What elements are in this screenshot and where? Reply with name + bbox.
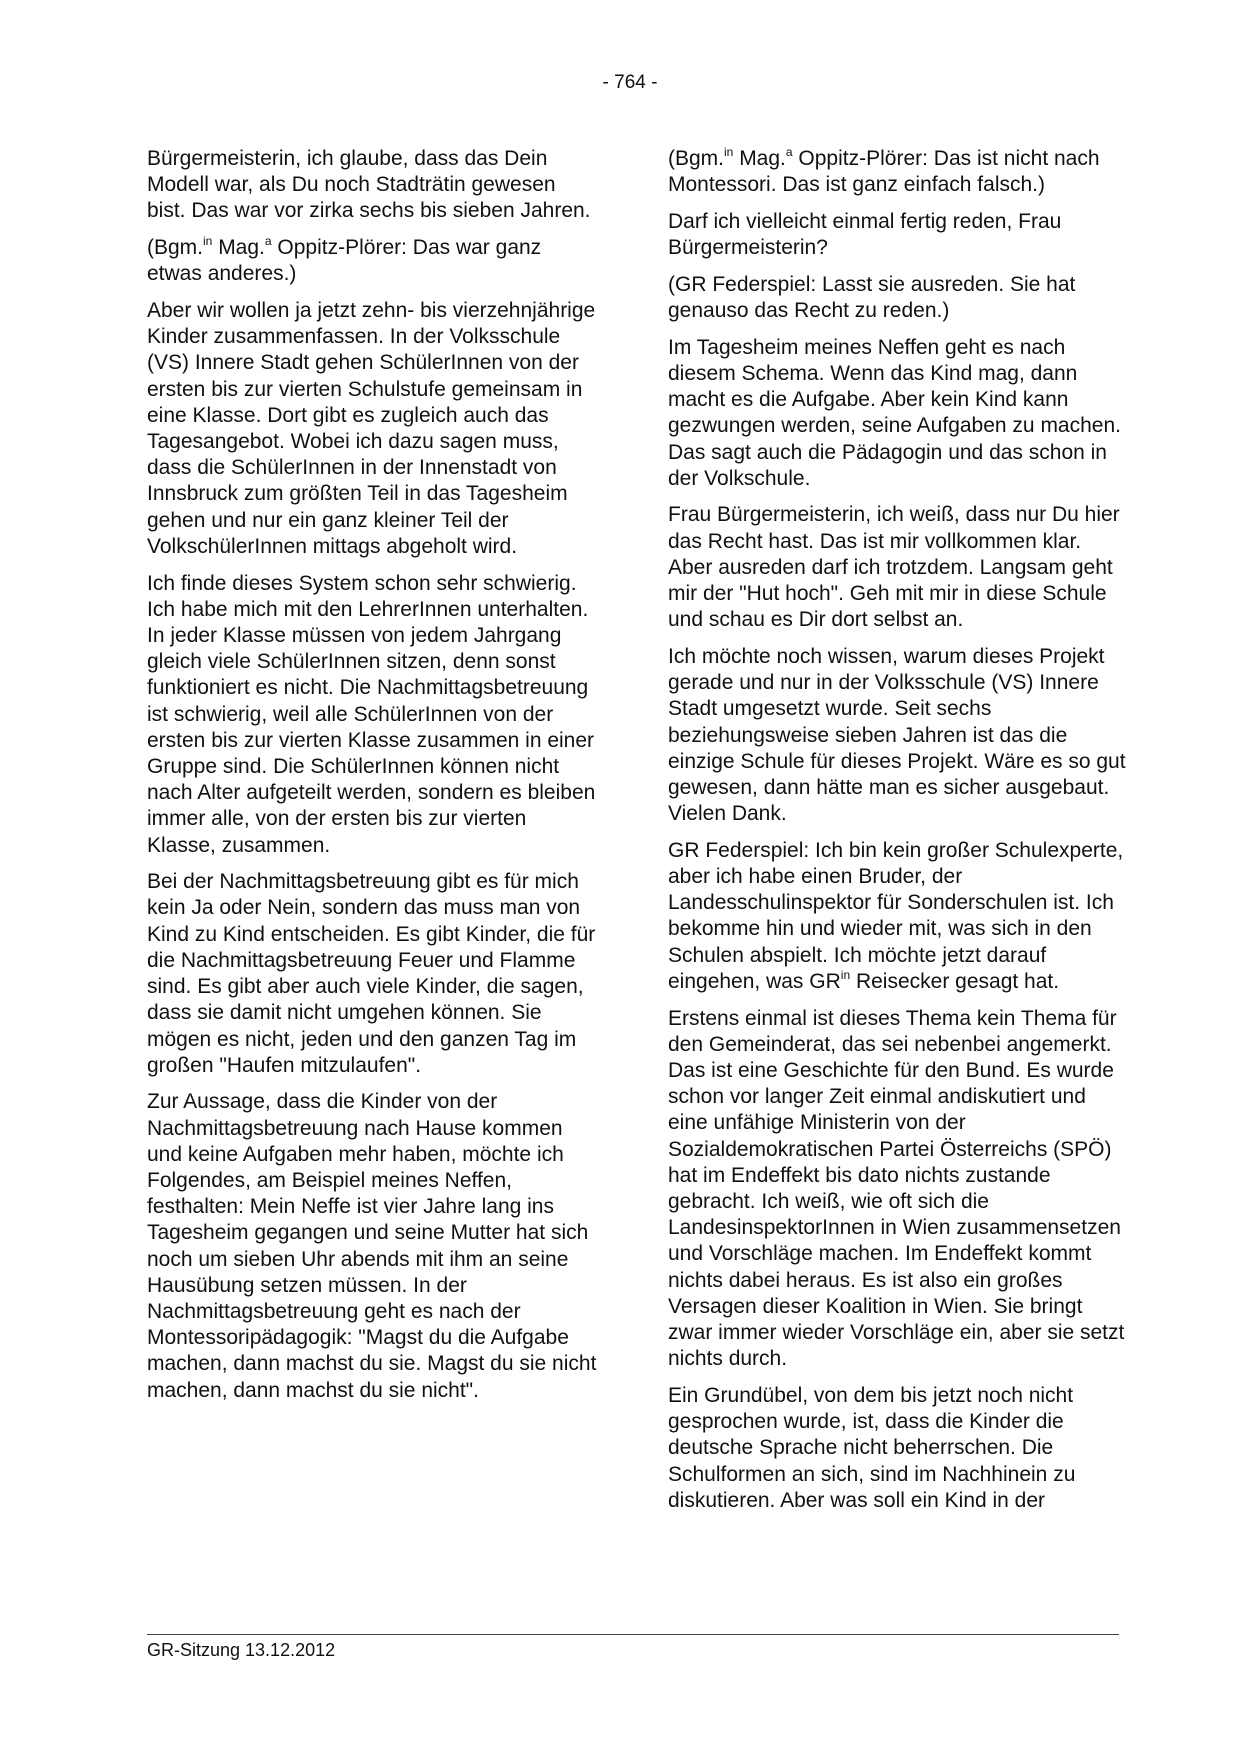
paragraph: Aber wir wollen ja jetzt zehn- bis vierzehnjährige Kinder zusammenfassen. In der Volksschule (VS) Innere Stadt gehen SchülerInnen von der ersten bis zur vierten Schulstufe gemeinsam in eine Klasse. Dort gibt es zugleich auch das Tagesangebot. Wobei ich dazu sagen muss, dass die SchülerInnen in der Innenstadt von Innsbruck zum größten Teil in das Tagesheim gehen und nur ein ganz kleiner Teil der VolkschülerInnen mittags abgeholt wird. <box>147 299 596 558</box>
paragraph: Darf ich vielleicht einmal fertig reden, Frau Bürgermeisterin? <box>668 209 1062 260</box>
paragraph: Frau Bürgermeisterin, ich weiß, dass nur Du hier das Recht hast. Das ist mir vollkommen klar. Aber ausreden darf ich trotzdem. Langsam geht mir der "Hut hoch". Geh mit mir in diese Schule und schau es Dir dort selbst an. <box>668 503 1120 632</box>
right-column <box>668 146 1128 1514</box>
paragraph: Ein Grundübel, von dem bis jetzt noch nicht gesprochen wurde, ist, dass die Kinder die deutsche Sprache nicht beherrschen. Die Schulformen an sich, sind im Nachhinein zu diskutieren. Aber was soll ein Kind in der <box>668 1383 1076 1512</box>
interjection: (GR Federspiel: Lasst sie ausreden. Sie hat genauso das Recht zu reden.) <box>668 272 1076 323</box>
left-column <box>147 146 599 1414</box>
paragraph: Im Tagesheim meines Neffen geht es nach diesem Schema. Wenn das Kind mag, dann macht es die Aufgabe. Aber kein Kind kann gezwungen werden, seine Aufgaben zu machen. Das sagt auch die Pädagogin und das schon in der Volkschule. <box>668 335 1121 490</box>
speech-start: GR Federspiel: Ich bin kein großer Schulexperte, aber ich habe einen Bruder, der Landesschulinspektor für Sonderschulen ist. Ich bekomme hin und wieder mit, was sich in den Schulen abspielt. Ich möchte jetzt darauf eingehen, was $GR^{in}$ Reisecker gesagt hat. <box>668 838 1124 993</box>
paragraph: Bei der Nachmittagsbetreuung gibt es für mich kein Ja oder Nein, sondern das muss man von Kind zu Kind entscheiden. Es gibt Kinder, die für die Nachmittagsbetreuung Feuer und Flamme sind. Es gibt aber auch viele Kinder, die sagen, dass sie damit nicht umgehen können. Sie mögen es nicht, jeden und den ganzen Tag im großen "Haufen mitzulaufen". <box>147 870 596 1077</box>
speaker-name: GR Federspiel: <box>668 838 810 862</box>
page-number: - 764 - <box>602 72 658 93</box>
interjection: (Bgm.$^{in}$ Mag.$^a$ Oppitz-Plörer: Das war ganz etwas anderes.) <box>147 234 542 286</box>
paragraph: Zur Aussage, dass die Kinder von der Nachmittagsbetreuung nach Hause kommen und keine Aufgaben mehr haben, möchte ich Folgendes, am Beispiel meines Neffen, festhalten: Mein Neffe ist vier Jahre lang ins Tagesheim gegangen und seine Mutter hat sich noch um sieben Uhr abends mit ihm an seine Hausübung setzen müssen. In der Nachmittagsbetreuung geht es nach der Montessoripädagogik: "Magst du die Aufgabe machen, dann machst du sie. Magst du sie nicht machen, dann machst du sie nicht". <box>147 1090 597 1402</box>
interjection: (Bgm.$^{in}$ Mag.$^a$ Oppitz-Plörer: Das ist nicht nach Montessori. Das ist ganz einfach falsch.) <box>668 145 1100 197</box>
paragraph: Bürgermeisterin, ich glaube, dass das Dein Modell war, als Du noch Stadträtin gewesen bist. Das war vor zirka sechs bis sieben Jahren. <box>147 147 591 223</box>
paragraph: Ich finde dieses System schon sehr schwierig. Ich habe mich mit den LehrerInnen unterhalten. In jeder Klasse müssen von jedem Jahrgang gleich viele SchülerInnen sitzen, denn sonst funktioniert es nicht. Die Nachmittagsbetreuung ist schwierig, weil alle SchülerInnen von der ersten bis zur vierten Klasse zusammen in einer Gruppe sind. Die SchülerInnen können nicht nach Alter aufgeteilt werden, sondern es bleiben immer alle, von der ersten bis zur vierten Klasse, zusammen. <box>147 571 596 857</box>
footer-session-date: GR-Sitzung 13.12.2012 <box>147 1640 336 1660</box>
paragraph: Ich möchte noch wissen, warum dieses Projekt gerade und nur in der Volksschule (VS) Innere Stadt umgesetzt wurde. Seit sechs beziehungsweise sieben Jahren ist das die einzige Schule für dieses Projekt. Wäre es so gut gewesen, dann hätte man es sicher ausgebaut. Vielen Dank. <box>668 644 1126 826</box>
paragraph: Erstens einmal ist dieses Thema kein Thema für den Gemeinderat, das sei nebenbei angemerkt. Das ist eine Geschichte für den Bund. Es wurde schon vor langer Zeit einmal andiskutiert und eine unfähige Ministerin von der Sozialdemokratischen Partei Österreichs (SPÖ) hat im Endeffekt bis dato nichts zustande gebracht. Ich weiß, wie oft sich die LandesinspektorInnen in Wien zusammensetzen und Vorschläge machen. Im Endeffekt kommt nichts dabei heraus. Es ist also ein großes Versagen dieser Koalition in Wien. Sie bringt zwar immer wieder Vorschläge ein, aber sie setzt nichts durch. <box>668 1006 1125 1371</box>
footer-divider <box>147 1634 1119 1635</box>
